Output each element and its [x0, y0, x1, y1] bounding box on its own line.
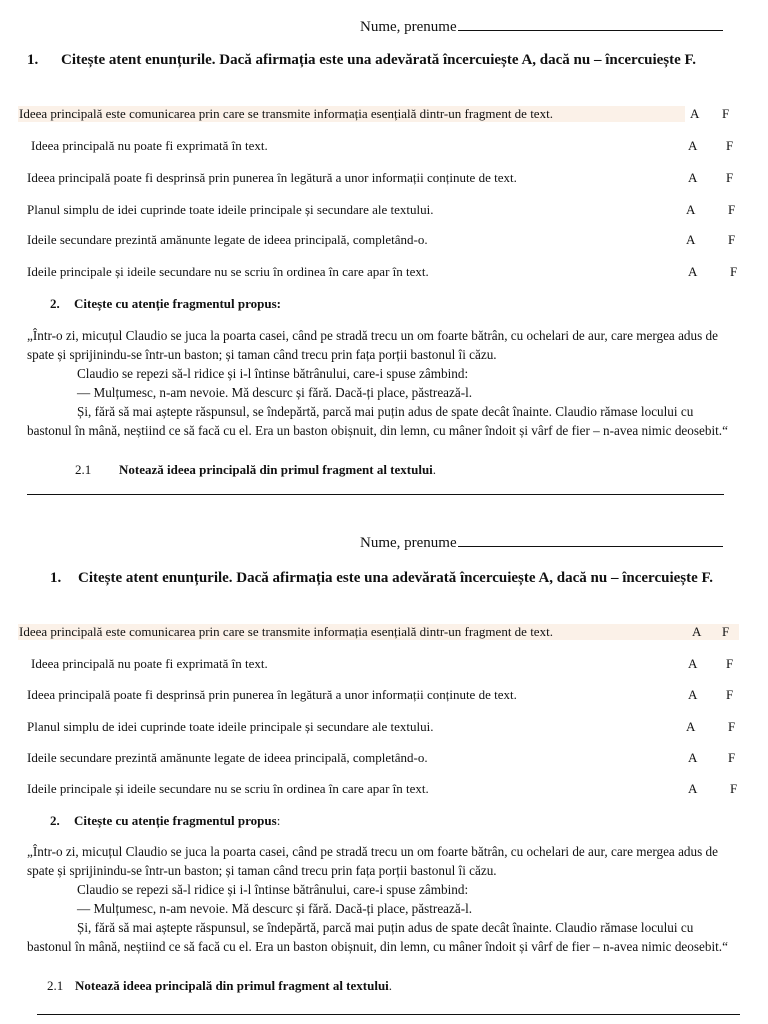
name-field — [360, 18, 723, 36]
task-1-instruction — [50, 568, 768, 589]
option-a[interactable]: A — [686, 232, 696, 247]
name-blank-line[interactable] — [458, 534, 723, 547]
task-1-instruction — [27, 50, 739, 71]
task-2-instruction — [50, 296, 281, 312]
subtask-number: 2.1 — [47, 978, 64, 993]
option-f[interactable]: F — [726, 656, 734, 671]
subtask-2-1: 2.1 Notează ideea principală din primul fragment al textului. — [47, 978, 393, 993]
name-label: Nume, prenume — [360, 19, 457, 35]
statement-6: Ideile principale și ideile secundare nu se scriu în ordinea în care apar în text. — [27, 781, 429, 796]
statement-1: Ideea principală este comunicarea prin care se transmite informația esențială dintr-un fragment de text. — [18, 624, 739, 640]
text-fragment — [27, 842, 739, 956]
option-f[interactable]: F — [722, 624, 730, 639]
statement-4: Planul simplu de idei cuprinde toate ideile principale și secundare ale textului. — [27, 202, 434, 217]
option-f[interactable]: F — [730, 781, 738, 796]
fragment-paragraph — [27, 402, 739, 440]
name-blank-line[interactable] — [458, 18, 723, 31]
subtask-text: Notează ideea principală din primul fragment al textului — [119, 462, 433, 477]
option-f[interactable]: F — [728, 719, 736, 734]
option-f[interactable]: F — [728, 232, 736, 247]
name-field — [360, 534, 723, 552]
option-a[interactable]: A — [688, 750, 698, 765]
fragment-paragraph-text: Și, fără să mai aștepte răspunsul, se îndepărtă, parcă mai puțin adus de spate decât înainte. Claudio rămase locului cu bastonul în mână, neștiind ce să facă cu el. Era un baston obișnuit, din lemn, cu mâner îndoit și vârf de fier – n-avea nimic deosebit.“ — [27, 404, 728, 438]
option-f[interactable]: F — [730, 264, 738, 279]
fragment-paragraph: Claudio se repezi să-l ridice și i-l întinse bătrânului, care-i spuse zâmbind: — [77, 366, 469, 381]
fragment-paragraph-text: Și, fără să mai aștepte răspunsul, se îndepărtă, parcă mai puțin adus de spate decât înainte. Claudio rămase locului cu bastonul în mână, neștiind ce să facă cu el. Era un baston obișnuit, din lemn, cu mâner îndoit și vârf de fier – n-avea nimic deosebit.“ — [27, 920, 728, 954]
task-2-instruction: 2. Citește cu atenție fragmentul propus: — [50, 813, 281, 828]
option-a[interactable]: A — [688, 264, 698, 279]
task-2-number: 2. — [50, 813, 60, 828]
subtask-number: 2.1 — [75, 462, 92, 477]
statement-1: Ideea principală este comunicarea prin care se transmite informația esențială dintr-un fragment de text. — [18, 106, 685, 122]
task-1-text: Citește atent enunțurile. Dacă afirmația este una adevărată încercuiește A, dacă nu – încercuiește F. — [61, 52, 697, 68]
text-fragment — [27, 326, 739, 440]
fragment-paragraph: „Într-o zi, micuțul Claudio se juca la poarta casei, când pe stradă trecu un om foarte bătrân, cu ochelari de aur, care mergea adus de spate și sprijinindu-se într-un baston; și taman când trecu prin fața porții bastonul îi căzu. — [27, 844, 718, 878]
statement-2: Ideea principală nu poate fi exprimată în text. — [31, 138, 268, 153]
option-a[interactable]: A — [688, 656, 698, 671]
statement-2: Ideea principală nu poate fi exprimată în text. — [31, 656, 268, 671]
option-f[interactable]: F — [722, 106, 730, 121]
option-a[interactable]: A — [692, 624, 702, 639]
task-2-text: Citește cu atenție fragmentul propus — [74, 813, 277, 828]
fragment-paragraph — [27, 918, 739, 956]
option-f[interactable]: F — [726, 687, 734, 702]
task-2-number: 2. — [50, 296, 60, 311]
task-1-text: Citește atent enunțurile. Dacă afirmația este una adevărată încercuiește A, dacă nu – încercuiește F. — [78, 570, 714, 586]
option-f[interactable]: F — [728, 202, 736, 217]
option-a[interactable]: A — [688, 170, 698, 185]
fragment-paragraph: — Mulțumesc, n-am nevoie. Mă descurc și fără. Dacă-ți place, păstrează-l. — [77, 385, 473, 400]
worksheet-bottom — [0, 516, 768, 1024]
name-label: Nume, prenume — [360, 535, 457, 551]
option-f[interactable]: F — [726, 138, 734, 153]
subtask-text: Notează ideea principală din primul fragment al textului — [75, 978, 389, 993]
option-f[interactable]: F — [728, 750, 736, 765]
task-2-text: Citește cu atenție fragmentul propus: — [74, 296, 282, 311]
option-a[interactable]: A — [688, 138, 698, 153]
option-a[interactable]: A — [688, 781, 698, 796]
statement-3: Ideea principală poate fi desprinsă prin punerea în legătură a unor informații conținute de text. — [27, 170, 517, 185]
option-a[interactable]: A — [690, 106, 700, 121]
option-f[interactable]: F — [726, 170, 734, 185]
fragment-paragraph: Claudio se repezi să-l ridice și i-l întinse bătrânului, care-i spuse zâmbind: — [77, 882, 469, 897]
fragment-paragraph: „Într-o zi, micuțul Claudio se juca la poarta casei, când pe stradă trecu un om foarte bătrân, cu ochelari de aur, care mergea adus de spate și sprijinindu-se într-un baston; și taman când trecu prin fața porții bastonul îi căzu. — [27, 328, 718, 362]
answer-line[interactable] — [37, 1014, 740, 1015]
statement-3: Ideea principală poate fi desprinsă prin punerea în legătură a unor informații conținute de text. — [27, 687, 517, 702]
statement-6: Ideile principale și ideile secundare nu se scriu în ordinea în care apar în text. — [27, 264, 429, 279]
task-1-number: 1. — [27, 52, 39, 68]
answer-line[interactable] — [27, 494, 724, 495]
statement-4: Planul simplu de idei cuprinde toate ideile principale și secundare ale textului. — [27, 719, 434, 734]
statement-5: Ideile secundare prezintă amănunte legate de ideea principală, completând-o. — [27, 232, 428, 247]
option-a[interactable]: A — [686, 719, 696, 734]
fragment-paragraph: — Mulțumesc, n-am nevoie. Mă descurc și fără. Dacă-ți place, păstrează-l. — [77, 901, 473, 916]
option-a[interactable]: A — [686, 202, 696, 217]
statement-5: Ideile secundare prezintă amănunte legate de ideea principală, completând-o. — [27, 750, 428, 765]
subtask-2-1: 2.1 Notează ideea principală din primul fragment al textului. — [75, 462, 437, 477]
task-1-number: 1. — [50, 570, 62, 586]
option-a[interactable]: A — [688, 687, 698, 702]
